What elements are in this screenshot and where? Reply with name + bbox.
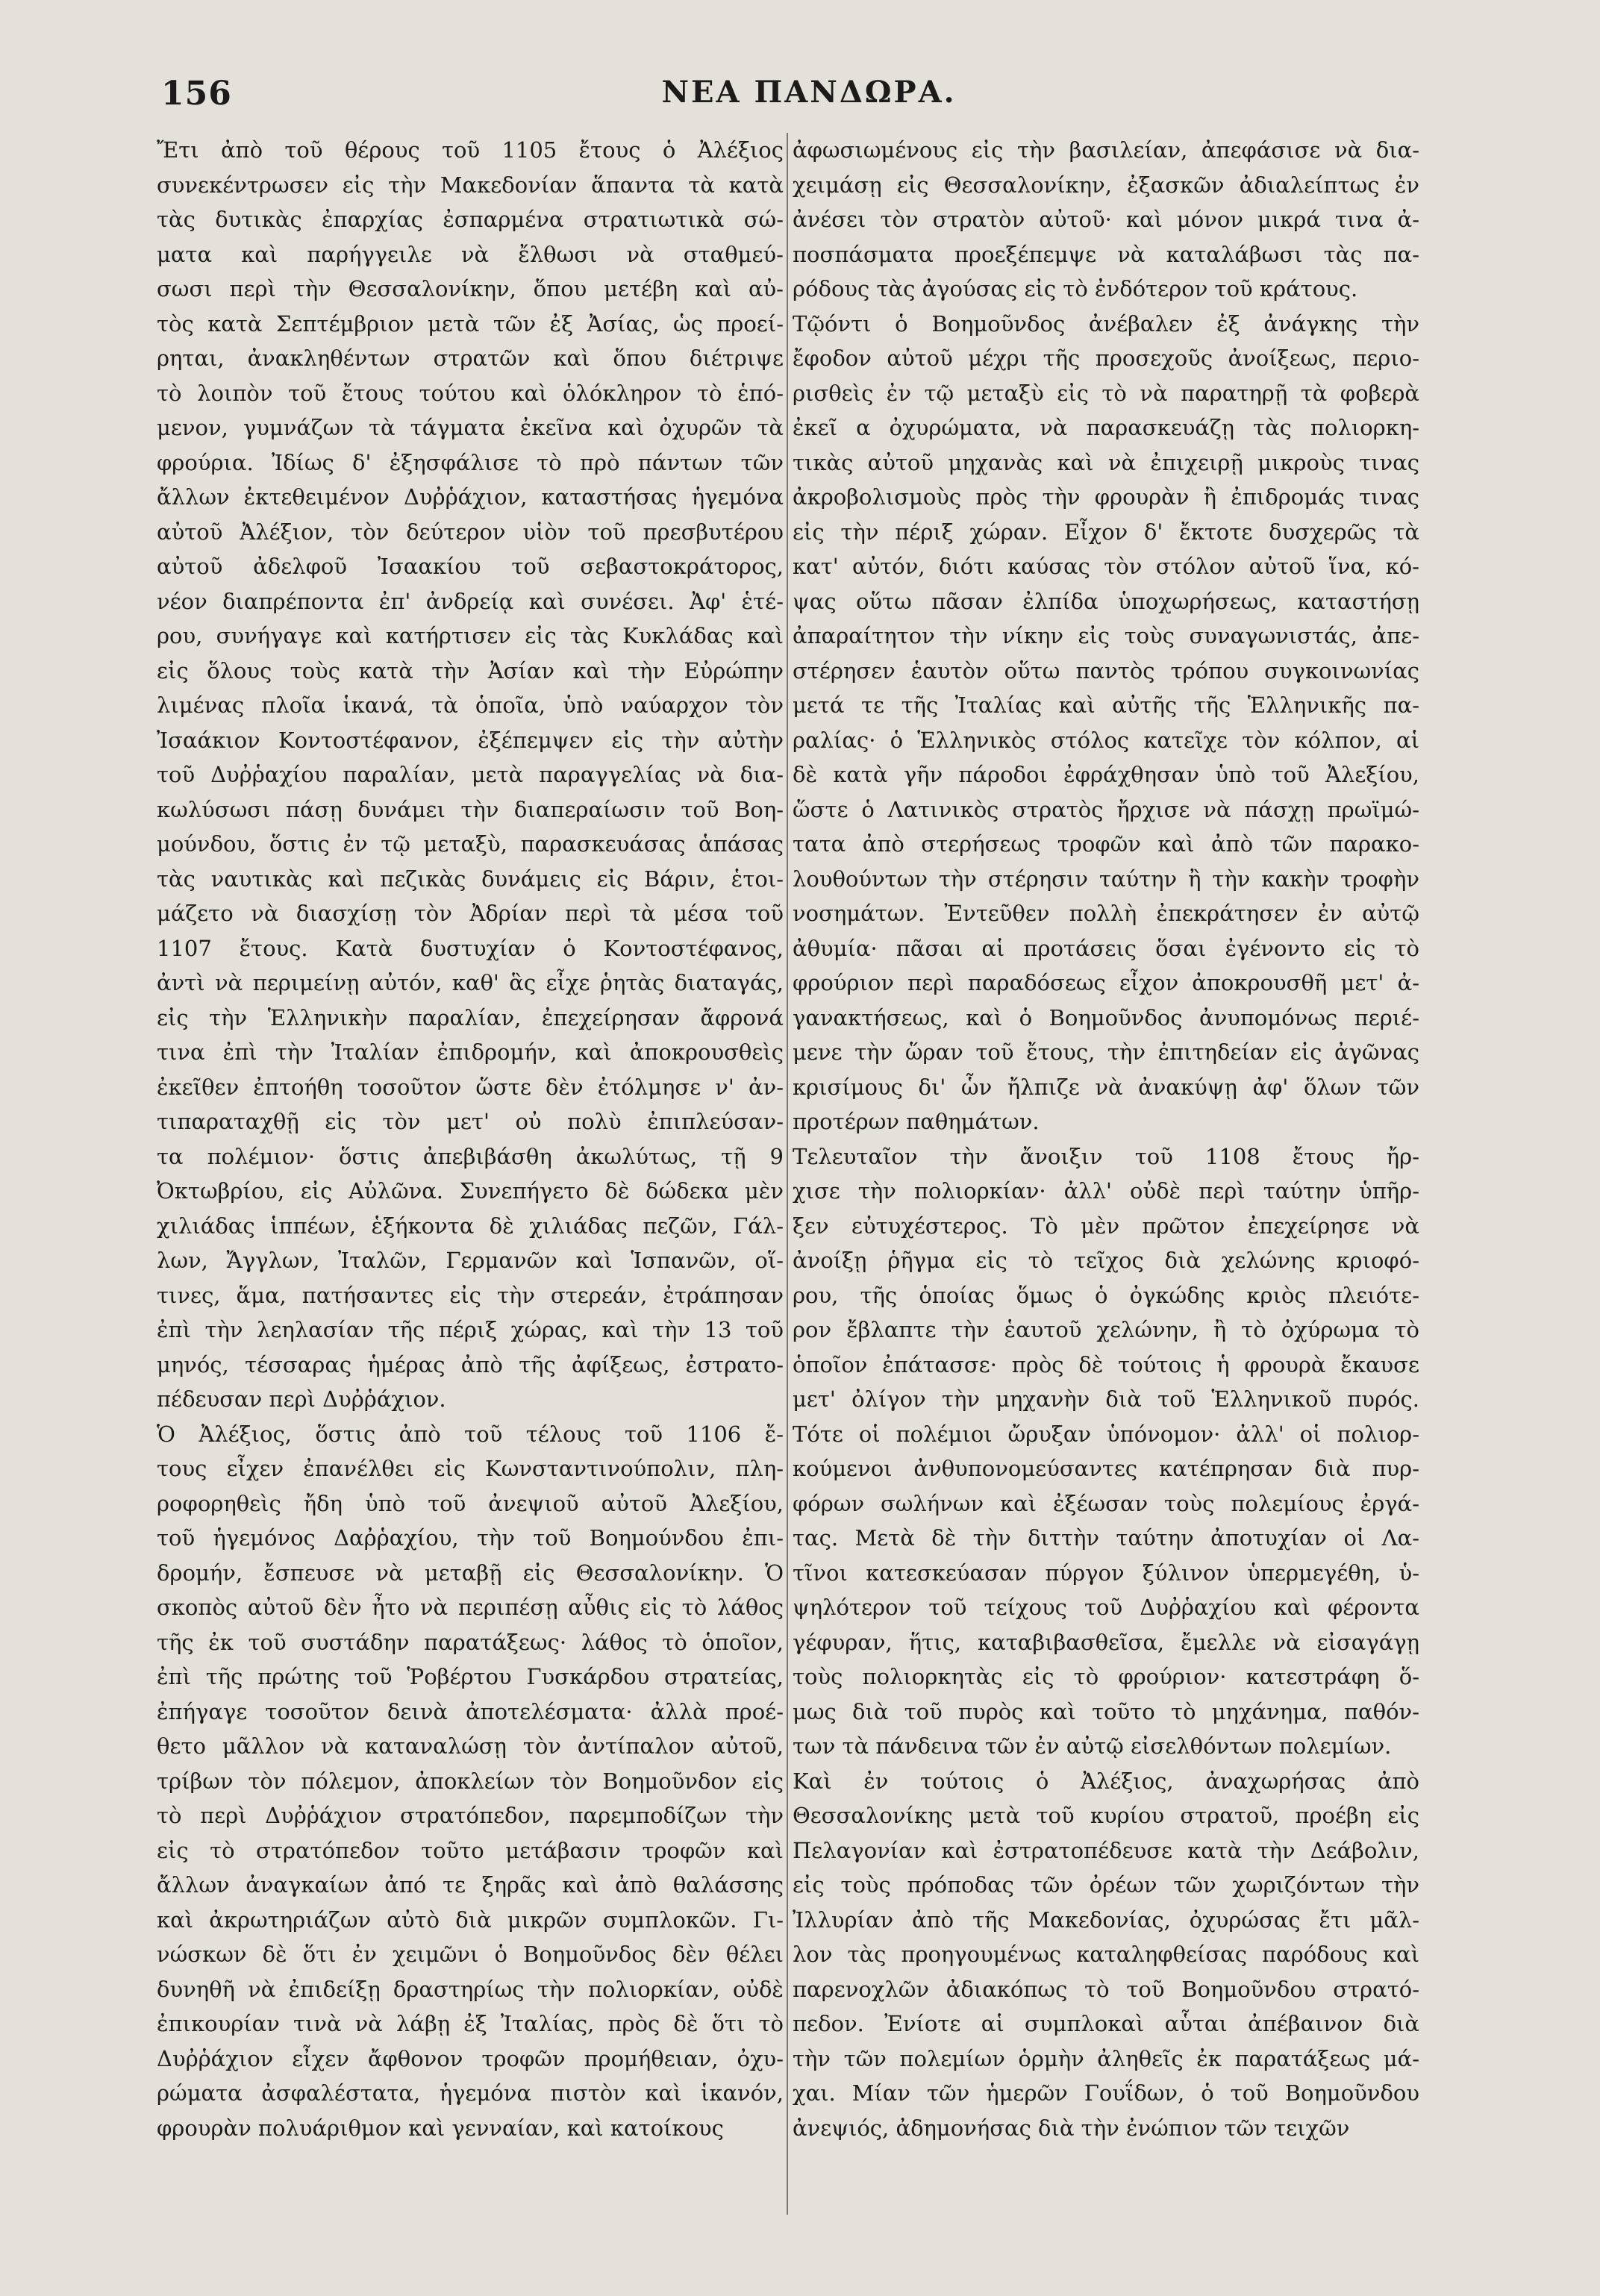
text-line: σκοπὸς αὐτοῦ δὲν ἦτο νὰ περιπέσῃ αὖθις εἰς τὸ λάθος: [157, 1595, 784, 1620]
text-line: ρώματα ἀσφαλέστατα, ἡγεμόνα πιστὸν καὶ ἱκανόν,: [157, 2080, 784, 2106]
text-line: μετ' ὀλίγον τὴν μηχανὴν διὰ τοῦ Ἑλληνικοῦ πυρός.: [793, 1386, 1419, 1412]
text-line: κρισίμους δι' ὧν ἤλπιζε νὰ ἀνακύψῃ ἀφ' ὅλων τῶν: [793, 1074, 1419, 1100]
text-line: εἰς ὅλους τοὺς κατὰ τὴν Ἀσίαν καὶ τὴν Εὐρώπην: [157, 657, 784, 684]
text-line: ἐπὶ τῆς πρώτης τοῦ Ῥοβέρτου Γυσκάρδου στρατείας,: [157, 1664, 784, 1689]
text-line: φρούρια. Ἰδίως δ' ἐξησφάλισε τὸ πρὸ πάντων τῶν: [157, 449, 784, 475]
text-line: χαι. Μίαν τῶν ἡμερῶν Γουΐδων, ὁ τοῦ Βοημοῦνδου: [793, 2080, 1419, 2106]
text-line: τὰς ναυτικὰς καὶ πεζικὰς δυνάμεις εἰς Βάριν, ἑτοι-: [157, 866, 784, 892]
text-line: ἐπὶ τὴν λεηλασίαν τῆς πέριξ χώρας, καὶ τὴν 13 τοῦ: [157, 1317, 784, 1342]
text-line: ματα καὶ παρήγγειλε νὰ ἔλθωσι νὰ σταθμεύ-: [157, 241, 784, 267]
text-line: ἄλλων ἐκτεθειμένον Δυῤῥάχιον, καταστήσας ἡγεμόνα: [157, 484, 784, 510]
text-line: τα πολέμιον· ὅστις ἀπεβιβάσθη ἀκωλύτως, τῇ 9: [157, 1143, 784, 1169]
text-line: ἐκεῖ α ὀχυρώματα, νὰ παρασκευάζῃ τὰς πολιορκη-: [793, 415, 1419, 440]
text-line: μηνός, τέσσαρας ἡμέρας ἀπὸ τῆς ἀφίξεως, ἐστρατο-: [157, 1351, 784, 1377]
text-line: Τῷόντι ὁ Βοημοῦνδος ἀνέβαλεν ἐξ ἀνάγκης τὴν: [793, 310, 1419, 337]
text-line: ἀκροβολισμοὺς πρὸς τὴν φρουρὰν ἢ ἐπιδρομάς τινας: [793, 484, 1419, 510]
text-line: χισε τὴν πολιορκίαν· ἀλλ' οὐδὲ περὶ ταύτην ὑπῆρ-: [793, 1178, 1419, 1204]
text-line: ἀνέσει τὸν στρατὸν αὐτοῦ· καὶ μόνον μικρά τινα ἀ-: [793, 207, 1419, 232]
text-line: γέφυραν, ἥτις, καταβιβασθεῖσα, ἔμελλε νὰ εἰσαγάγῃ: [793, 1629, 1419, 1655]
text-line: τοῦ ἡγεμόνος Δαῤῥαχίου, τὴν τοῦ Βοημούνδου ἐπι-: [157, 1525, 784, 1551]
text-line: τας. Μετὰ δὲ τὴν διττὴν ταύτην ἀποτυχίαν οἱ Λα-: [793, 1525, 1419, 1551]
text-line: Καὶ ἐν τούτοις ὁ Ἀλέξιος, ἀναχωρήσας ἀπὸ: [793, 1768, 1419, 1794]
text-line: Ὁ Ἀλέξιος, ὅστις ἀπὸ τοῦ τέλους τοῦ 1106 ἔ-: [157, 1421, 784, 1447]
text-line: τινα ἐπὶ τὴν Ἰταλίαν ἐπιδρομήν, καὶ ἀποκρουσθεὶς: [157, 1039, 784, 1065]
text-line: ρου, τῆς ὁποίας ὅμως ὁ ὀγκώδης κριὸς πλειότε-: [793, 1282, 1419, 1308]
text-line: 1107 ἔτους. Κατὰ δυστυχίαν ὁ Κοντοστέφανος,: [157, 935, 784, 961]
text-line: ρηται, ἀνακληθέντων στρατῶν καὶ ὅπου διέτριψε: [157, 345, 784, 371]
text-line: ὁποῖον ἐπάτασσε· πρὸς δὲ τούτοις ἡ φρουρὰ ἔκαυσε: [793, 1351, 1419, 1377]
text-line: μενε τὴν ὥραν τοῦ ἔτους, τὴν ἐπιτηδείαν εἰς ἀγῶνας: [793, 1039, 1419, 1065]
text-line: τὸ περὶ Δυῤῥάχιον στρατόπεδον, παρεμποδίζων τὴν: [157, 1803, 784, 1828]
text-line: τινες, ἅμα, πατήσαντες εἰς τὴν στερεάν, ἐτράπησαν: [157, 1282, 784, 1308]
text-line: τῆς ἐκ τοῦ συστάδην παρατάξεως· λάθος τὸ ὁποῖον,: [157, 1629, 784, 1655]
text-line: κούμενοι ἀνθυπονομεύσαντες κατέπρησαν διὰ πυρ-: [793, 1456, 1419, 1481]
text-line: ἀνεψιός, ἀδημονήσας διὰ τὴν ἐνώπιον τῶν τειχῶν: [793, 2115, 1350, 2141]
page-number: 156: [161, 75, 232, 113]
text-line: μως διὰ τοῦ πυρὸς καὶ τοῦτο τὸ μηχάνημα, παθόν-: [793, 1698, 1419, 1724]
left-text-column: [157, 133, 784, 2145]
text-line: τὴν τῶν πολεμίων ὁρμὴν ἀληθεῖς ἐκ παρατάξεως μά-: [793, 2045, 1419, 2071]
text-line: μετά τε τῆς Ἰταλίας καὶ αὐτῆς τῆς Ἑλληνικῆς πα-: [793, 692, 1419, 718]
text-line: τιπαραταχθῇ εἰς τὸν μετ' οὐ πολὺ ἐπιπλεύσαν-: [157, 1109, 784, 1134]
text-line: ἀνοίξῃ ῥῆγμα εἰς τὸ τεῖχος διὰ χελώνης κριοφό-: [793, 1248, 1419, 1273]
text-line: ρον ἔβλαπτε τὴν ἑαυτοῦ χελώνην, ἢ τὸ ὀχύρωμα τὸ: [793, 1317, 1419, 1342]
text-line: μενον, γυμνάζων τὰ τάγματα ἐκεῖνα καὶ ὀχυρῶν τὰ: [157, 415, 784, 440]
text-line: φρούριον περὶ παραδόσεως εἶχον ἀποκρουσθῆ μετ' ἀ-: [793, 970, 1419, 995]
text-line: μούνδου, ὅστις ἐν τῷ μεταξὺ, παρασκευάσας ἁπάσας: [157, 831, 784, 857]
text-line: τοῦ Δυῤῥαχίου παραλίαν, μετὰ παραγγελίας νὰ δια-: [157, 762, 784, 787]
text-line: ἀφωσιωμένους εἰς τὴν βασιλείαν, ἀπεφάσισε νὰ δια-: [793, 137, 1419, 163]
text-line: Ὀκτωβρίου, εἰς Αὐλῶνα. Συνεπήγετο δὲ δώδεκα μὲν: [157, 1178, 784, 1204]
text-line: στέρησεν ἑαυτὸν οὕτω παντὸς τρόπου συγκοινωνίας: [793, 657, 1419, 684]
text-line: ψηλότερον τοῦ τείχους τοῦ Δυῤῥαχίου καὶ φέροντα: [793, 1595, 1419, 1620]
text-line: ρου, συνήγαγε καὶ κατήρτισεν εἰς τὰς Κυκλάδας καὶ: [157, 623, 784, 648]
text-line: τῖνοι κατεσκεύασαν πύργον ξύλινον ὑπερμεγέθη, ὑ-: [793, 1560, 1419, 1586]
text-line: λουθούντων τὴν στέρησιν ταύτην ἢ τὴν κακὴν τροφὴν: [793, 866, 1419, 892]
text-line: αὐτοῦ Ἀλέξιον, τὸν δεύτερον υἱὸν τοῦ πρεσβυτέρου: [157, 519, 784, 545]
text-line: προτέρων παθημάτων.: [793, 1109, 1040, 1134]
text-line: τικὰς αὐτοῦ μηχανὰς καὶ νὰ ἐπιχειρῇ μικροὺς τινας: [793, 449, 1419, 475]
text-line: Θεσσαλονίκης μετὰ τοῦ κυρίου στρατοῦ, προέβη εἰς: [793, 1803, 1419, 1828]
text-line: ψας οὕτω πᾶσαν ἐλπίδα ὑποχωρήσεως, καταστήσῃ: [793, 588, 1419, 614]
text-line: λον τὰς προηγουμένως καταληφθείσας παρόδους καὶ: [793, 1942, 1419, 1967]
text-line: Ἰλλυρίαν ἀπὸ τῆς Μακεδονίας, ὀχυρώσας ἔτι μᾶλ-: [793, 1906, 1419, 1933]
text-line: λων, Ἄγγλων, Ἰταλῶν, Γερμανῶν καὶ Ἱσπανῶν, οἵ-: [157, 1248, 784, 1273]
text-line: χιλιάδας ἱππέων, ἑξήκοντα δὲ χιλιάδας πεζῶν, Γάλ-: [157, 1213, 784, 1239]
text-line: τατα ἀπὸ στερήσεως τροφῶν καὶ ἀπὸ τῶν παρακο-: [793, 831, 1419, 857]
text-line: ἄλλων ἀναγκαίων ἀπό τε ξηρᾶς καὶ ἀπὸ θαλάσσης: [157, 1872, 784, 1898]
text-line: τὰς δυτικὰς ἐπαρχίας ἐσπαρμένα στρατιωτικὰ σώ-: [157, 207, 784, 232]
text-line: Τότε οἱ πολέμιοι ὤρυξαν ὑπόνομον· ἀλλ' οἱ πολιορ-: [793, 1421, 1419, 1447]
text-line: δυνηθῆ νὰ ἐπιδείξῃ δραστηρίως τὴν πολιορκίαν, οὐδὲ: [157, 1976, 784, 2002]
text-line: Ἰσαάκιον Κοντοστέφανον, ἐξέπεμψεν εἰς τὴν αὐτὴν: [157, 727, 784, 753]
text-line: ποσπάσματα προεξέπεμψε νὰ καταλάβωσι τὰς πα-: [793, 241, 1419, 267]
text-line: τρίβων τὸν πόλεμον, ἀποκλείων τὸν Βοημοῦνδον εἰς: [157, 1768, 784, 1794]
text-line: τὸς κατὰ Σεπτέμβριον μετὰ τῶν ἐξ Ἀσίας, ὡς προεί-: [157, 310, 784, 337]
text-line: νέον διαπρέποντα ἐπ' ἀνδρείᾳ καὶ συνέσει. Ἀφ' ἑτέ-: [157, 588, 784, 614]
text-line: ἀπαραίτητον τὴν νίκην εἰς τοὺς συναγωνιστάς, ἀπε-: [793, 623, 1419, 648]
text-line: ὥστε ὁ Λατινικὸς στρατὸς ἤρχισε νὰ πάσχῃ πρωϊμώ-: [793, 796, 1419, 822]
text-line: τὸ λοιπὸν τοῦ ἔτους τούτου καὶ ὁλόκληρον τὸ ἑπό-: [157, 380, 784, 406]
text-line: δὲ κατὰ γῆν πάροδοι ἐφράχθησαν ὑπὸ τοῦ Ἀλεξίου,: [793, 762, 1419, 787]
text-line: ἀντὶ νὰ περιμείνῃ αὐτόν, καθ' ἃς εἶχε ῥητὰς διαταγάς,: [157, 970, 784, 995]
text-line: παρενοχλῶν ἀδιακόπως τὸ τοῦ Βοημοῦνδου στρατό-: [793, 1976, 1419, 2002]
column-divider: [787, 133, 788, 2215]
text-line: δρομήν, ἔσπευσε νὰ μεταβῇ εἰς Θεσσαλονίκην. Ὁ: [157, 1560, 784, 1586]
right-text-column: [793, 133, 1419, 2145]
text-line: μάζετο νὰ διασχίσῃ τὸν Ἀδρίαν περὶ τὰ μέσα τοῦ: [157, 901, 784, 926]
text-line: πεδον. Ἐνίοτε αἱ συμπλοκαὶ αὗται ἀπέβαινον διὰ: [793, 2011, 1419, 2036]
text-line: Πελαγονίαν καὶ ἐστρατοπέδευσε κατὰ τὴν Δεάβολιν,: [793, 1837, 1419, 1863]
text-line: εἰς τὸ στρατόπεδον τοῦτο μετάβασιν τροφῶν καὶ: [157, 1837, 784, 1863]
text-line: καὶ ἀκρωτηριάζων αὐτὸ διὰ μικρῶν συμπλοκῶν. Γι-: [157, 1906, 784, 1933]
text-line: συνεκέντρωσεν εἰς τὴν Μακεδονίαν ἅπαντα τὰ κατὰ: [157, 172, 784, 198]
text-line: τους εἶχεν ἐπανέλθει εἰς Κωνσταντινούπολιν, πλη-: [157, 1456, 784, 1481]
text-line: ρόδους τὰς ἀγούσας εἰς τὸ ἐνδότερον τοῦ κράτους.: [793, 276, 1358, 301]
text-line: ἀθυμία· πᾶσαι αἱ προτάσεις ὅσαι ἐγένοντο εἰς τὸ: [793, 935, 1419, 961]
text-line: ροφορηθεὶς ἤδη ὑπὸ τοῦ ἀνεψιοῦ αὐτοῦ Ἀλεξίου,: [157, 1490, 784, 1516]
text-line: εἰς τὴν Ἑλληνικὴν παραλίαν, ἐπεχείρησαν ἄφρονά: [157, 1004, 784, 1030]
text-line: εἰς τοὺς πρόποδας τῶν ὀρέων τῶν χωριζόντων τὴν: [793, 1872, 1419, 1898]
text-line: Ἔτι ἀπὸ τοῦ θέρους τοῦ 1105 ἔτους ὁ Ἀλέξιος: [157, 137, 784, 163]
text-line: εἰς τὴν πέριξ χώραν. Εἶχον δ' ἔκτοτε δυσχερῶς τὰ: [793, 519, 1419, 545]
text-line: Τελευταῖον τὴν ἄνοιξιν τοῦ 1108 ἔτους ἤρ-: [793, 1143, 1419, 1169]
text-line: ἔφοδον αὐτοῦ μέχρι τῆς προσεχοῦς ἀνοίξεως, περιο-: [793, 345, 1419, 371]
text-line: χειμάσῃ εἰς Θεσσαλονίκην, ἐξασκῶν ἀδιαλείπτως ἐν: [793, 172, 1419, 198]
page-header: [161, 75, 1457, 127]
running-title: ΝΕΑ ΠΑΝΔΩΡΑ.: [661, 75, 957, 110]
text-line: ἐκεῖθεν ἐπτοήθη τοσοῦτον ὥστε δὲν ἐτόλμησε ν' ἀν-: [157, 1074, 784, 1100]
text-line: γανακτήσεως, καὶ ὁ Βοημοῦνδος ἀνυπομόνως περιέ-: [793, 1004, 1419, 1030]
text-line: θετο μᾶλλον νὰ καταναλώσῃ τὸν ἀντίπαλον αὐτοῦ,: [157, 1733, 784, 1759]
text-line: των τὰ πάνδεινα τῶν ἐν αὐτῷ εἰσελθόντων πολεμίων.: [793, 1733, 1392, 1759]
text-line: νώσκων δὲ ὅτι ἐν χειμῶνι ὁ Βοημοῦνδος δὲν θέλει: [157, 1942, 784, 1967]
text-line: ἐπήγαγε τοσοῦτον δεινὰ ἀποτελέσματα· ἀλλὰ προέ-: [157, 1698, 784, 1724]
text-line: ἐπικουρίαν τινὰ νὰ λάβῃ ἐξ Ἰταλίας, πρὸς δὲ ὅτι τὸ: [157, 2011, 784, 2036]
text-line: φρουρὰν πολυάριθμον καὶ γενναίαν, καὶ κατοίκους: [157, 2115, 724, 2141]
text-line: κατ' αὐτόν, διότι καύσας τὸν στόλον αὐτοῦ ἵνα, κό-: [793, 554, 1419, 579]
text-line: ρισθεὶς ἐν τῷ μεταξὺ εἰς τὸ νὰ παρατηρῇ τὰ φοβερὰ: [793, 380, 1419, 406]
text-line: φόρων σωλήνων καὶ ἐξέωσαν τοὺς πολεμίους ἐργά-: [793, 1490, 1419, 1516]
text-line: λιμένας πλοῖα ἱκανά, τὰ ὁποῖα, ὑπὸ ναύαρχον τὸν: [157, 692, 784, 718]
text-line: αὐτοῦ ἀδελφοῦ Ἰσαακίου τοῦ σεβαστοκράτορος,: [157, 554, 784, 579]
text-line: τοὺς πολιορκητὰς εἰς τὸ φρούριον· κατεστράφη ὅ-: [793, 1664, 1419, 1689]
text-line: νοσημάτων. Ἐντεῦθεν πολλὴ ἐπεκράτησεν ἐν αὐτῷ: [793, 901, 1419, 926]
text-line: Δυῤῥάχιον εἶχεν ἄφθονον τροφῶν προμήθειαν, ὀχυ-: [157, 2045, 784, 2071]
text-line: πέδευσαν περὶ Δυῤῥάχιον.: [157, 1386, 446, 1412]
text-line: κωλύσωσι πάσῃ δυνάμει τὴν διαπεραίωσιν τοῦ Βοη-: [157, 796, 784, 822]
text-line: σωσι περὶ τὴν Θεσσαλονίκην, ὅπου μετέβη καὶ αὐ-: [157, 276, 784, 301]
text-line: ξεν εὐτυχέστερος. Τὸ μὲν πρῶτον ἐπεχείρησε νὰ: [793, 1213, 1419, 1239]
text-line: ραλίας· ὁ Ἑλληνικὸς στόλος κατεῖχε τὸν κόλπον, αἱ: [793, 727, 1419, 753]
